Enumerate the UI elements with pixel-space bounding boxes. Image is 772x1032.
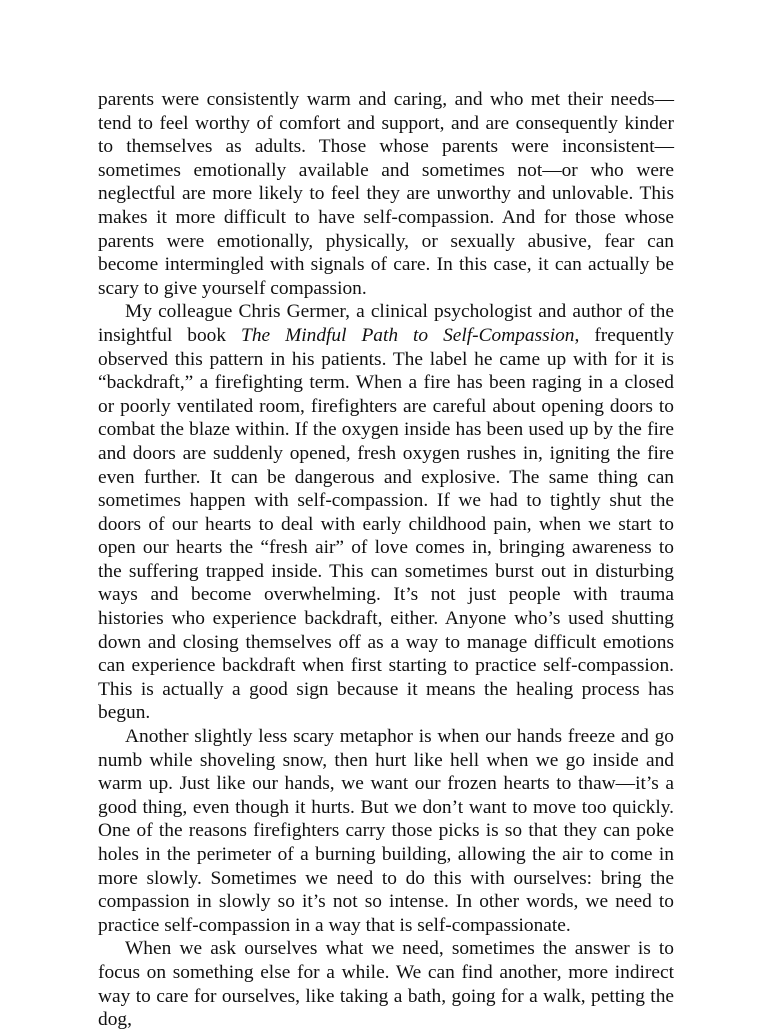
paragraph-text: parents were consistently warm and caring, and who met their needs—tend to feel worthy of comfort and support, and are consequently kinder to themselves as adults. Those whose parents were inconsistent—sometimes emotionally available and sometimes not—or who were neglectful are more likely to feel they are unworthy and unlovable. This makes it more difficult to have self-compassion. And for those whose parents were emotionally, physically, or sexually abusive, fear can become intermingled with signals of care. In this case, it can actually be scary to give yourself compassion. (98, 89, 674, 299)
paragraph-text: Another slightly less scary metaphor is when our hands freeze and go numb while shoveling snow, then hurt like hell when we go inside and warm up. Just like our hands, we want our frozen hearts to thaw—it’s a good thing, even though it hurts. But we don’t want to move too quickly. One of the reasons firefighters carry those picks is so that they can poke holes in the perimeter of a burning building, allowing the air to come in more slowly. Sometimes we need to do this with ourselves: bring the compassion in slowly so it’s not so intense. In other words, we need to practice self-compassion in a way that is self-compassionate. (98, 726, 674, 936)
paragraph-text: My colleague Chris Germer, a clinical psychologist and author of the insightful book (98, 301, 674, 346)
paragraph-3 (98, 725, 674, 937)
paragraph-2 (98, 300, 674, 725)
page-text (98, 88, 674, 1032)
paragraph-text: When we ask ourselves what we need, sometimes the answer is to focus on something else for a while. We can find another, more indirect way to care for ourselves, like taking a bath, going for a walk, petting the dog, (98, 938, 674, 1031)
paragraph-4 (98, 937, 674, 1031)
paragraph-1 (98, 88, 674, 300)
paragraph-text: , frequently observed this pattern in his patients. The label he came up with for it is “backdraft,” a firefighting term. When a fire has been raging in a closed or poorly ventilated room, firefighters are careful about opening doors to combat the blaze within. If the oxygen inside has been used up by the fire and doors are suddenly opened, fresh oxygen rushes in, igniting the fire even further. It can be dangerous and explosive. The same thing can sometimes happen with self-compassion. If we had to tightly shut the doors of our hearts to deal with early childhood pain, when we start to open our hearts the “fresh air” of love comes in, bringing awareness to the suffering trapped inside. This can sometimes burst out in disturbing ways and become overwhelming. It’s not just people with trauma histories who experience backdraft, either. Anyone who’s used shutting down and closing themselves off as a way to manage difficult emotions can experience backdraft when first starting to practice self-compassion. This is actually a good sign because it means the healing process has begun. (98, 324, 675, 724)
book-title: The Mindful Path to Self-Compassion (241, 324, 575, 346)
